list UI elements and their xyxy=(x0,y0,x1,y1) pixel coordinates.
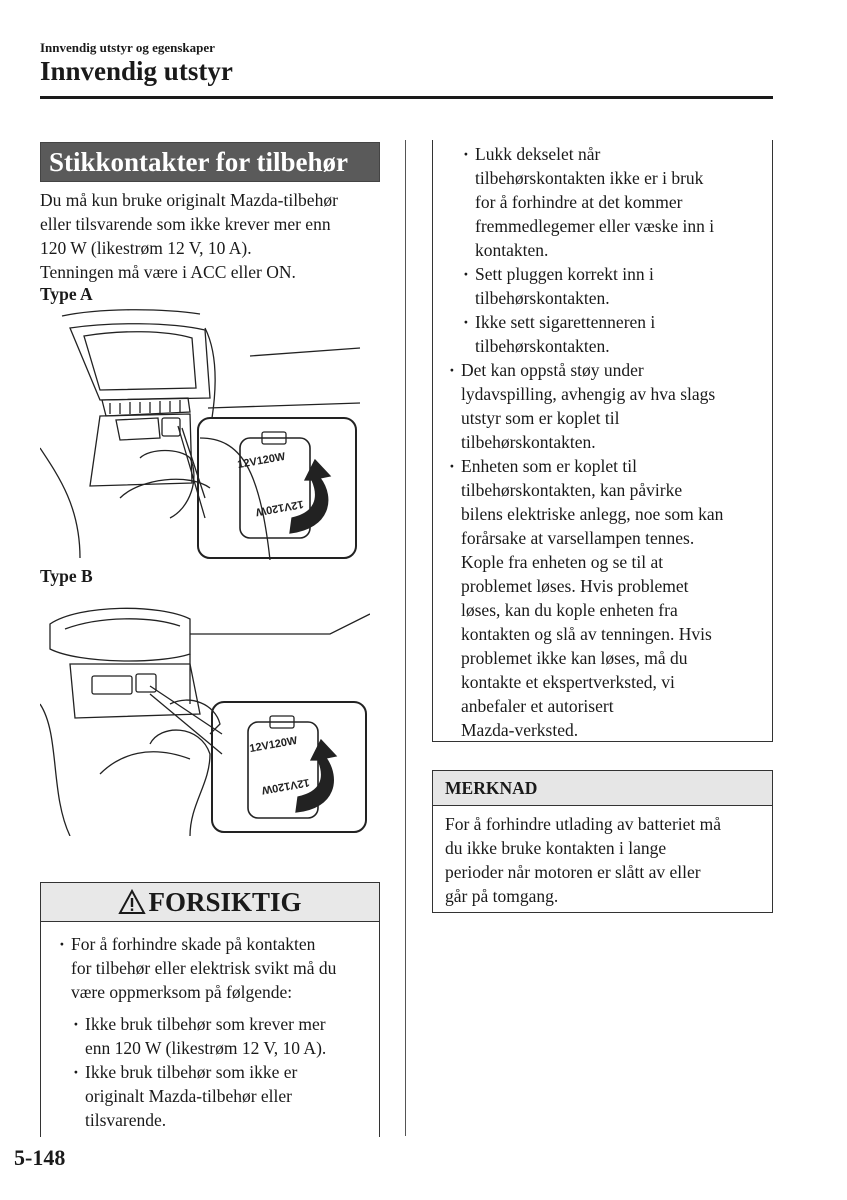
caution-line: · Enheten som er koplet til xyxy=(461,456,637,476)
caution-line: kontakte et ekspertverksted, vi xyxy=(461,672,675,692)
caution-sub-item xyxy=(73,1012,367,1060)
note-title: MERKNAD xyxy=(433,771,772,806)
caution-item xyxy=(449,358,762,454)
caution-item xyxy=(449,454,762,742)
caution-line: tilbehørskontakten, kan påvirke xyxy=(461,480,683,500)
caution-line: · Ikke sett sigarettenneren i xyxy=(475,312,656,332)
caution-sub-item xyxy=(463,142,762,262)
caution-sub-item xyxy=(463,310,762,358)
caution-item xyxy=(59,932,367,1004)
caution-line: kontakten. xyxy=(475,240,549,260)
caution-sub-item xyxy=(73,1060,367,1132)
topic-heading: Stikkontakter for tilbehør xyxy=(40,142,380,182)
socket-label-bottom: 12V120W xyxy=(254,497,305,518)
caution-line: bilens elektriske anlegg, noe som kan xyxy=(461,504,724,524)
caution-line: originalt Mazda-tilbehør eller xyxy=(85,1086,293,1106)
note-box xyxy=(432,770,773,913)
caution-line: løses, kan du kople enheten fra xyxy=(461,600,678,620)
caution-line: anbefaler et autorisert xyxy=(461,696,614,716)
note-line: du ikke bruke kontakten i lange xyxy=(445,838,667,858)
caution-line: · Ikke bruk tilbehør som ikke er xyxy=(85,1062,298,1082)
caution-line: tilbehørskontakten ikke er i bruk xyxy=(475,168,704,188)
intro-line: Du må kun bruke originalt Mazda-tilbehør xyxy=(40,190,338,210)
caution-line: tilsvarende. xyxy=(85,1110,167,1130)
socket-label-bottom-b: 12V120W xyxy=(260,775,311,797)
caution-line: Mazda-verksted. xyxy=(461,720,579,740)
caution-line: problemet løses. Hvis problemet xyxy=(461,576,689,596)
intro-line: 120 W (likestrøm 12 V, 10 A). xyxy=(40,238,252,258)
caution-sub-item xyxy=(463,262,762,310)
socket-label-top-b: 12V120W xyxy=(248,734,299,756)
type-a-label: Type A xyxy=(40,284,93,304)
caution-line: problemet ikke kan løses, må du xyxy=(461,648,688,668)
caution-line: · Sett pluggen korrekt inn i xyxy=(475,264,654,284)
caution-line: kontakten og slå av tenningen. Hvis xyxy=(461,624,712,644)
caution-line: for tilbehør eller elektrisk svikt må du xyxy=(71,958,337,978)
caution-line: · Det kan oppstå støy under xyxy=(461,360,644,380)
caution-header xyxy=(41,883,379,922)
intro-line: eller tilsvarende som ikke krever mer enn xyxy=(40,214,331,234)
chapter-kicker: Innvendig utstyr og egenskaper xyxy=(40,40,215,55)
column-divider xyxy=(405,140,406,1136)
socket-label-top: 12V120W xyxy=(236,450,287,472)
caution-line: · Ikke bruk tilbehør som krever mer xyxy=(85,1014,326,1034)
type-b-illustration xyxy=(40,594,370,836)
note-line: For å forhindre utlading av batteriet må xyxy=(445,814,722,834)
caution-line: forårsake at varsellampen tennes. xyxy=(461,528,695,548)
note-line: går på tomgang. xyxy=(445,886,559,906)
caution-line: tilbehørskontakten. xyxy=(475,288,610,308)
caution-line: · Lukk dekselet når xyxy=(475,144,601,164)
caution-line: Kople fra enheten og se til at xyxy=(461,552,664,572)
caution-line: for å forhindre at det kommer xyxy=(475,192,683,212)
caution-line: fremmedlegemer eller væske inn i xyxy=(475,216,715,236)
caution-line: lydavspilling, avhengig av hva slags xyxy=(461,384,716,404)
type-b-label: Type B xyxy=(40,566,93,586)
caution-box xyxy=(40,882,380,1137)
page-number: 5-148 xyxy=(14,1145,66,1170)
note-body xyxy=(433,806,772,908)
caution-continuation-box xyxy=(432,140,773,742)
warning-triangle-icon xyxy=(118,889,146,915)
intro-line: Tenningen må være i ACC eller ON. xyxy=(40,262,296,282)
note-line: perioder når motoren er slått av eller xyxy=(445,862,701,882)
header-rule xyxy=(40,96,773,99)
intro-paragraph xyxy=(40,188,390,284)
caution-line: utstyr som er koplet til xyxy=(461,408,620,428)
caution-body xyxy=(41,922,379,1132)
caution-line: enn 120 W (likestrøm 12 V, 10 A). xyxy=(85,1038,327,1058)
caution-line: tilbehørskontakten. xyxy=(461,432,596,452)
section-title: Innvendig utstyr xyxy=(40,56,233,86)
caution-line: · For å forhindre skade på kontakten xyxy=(71,934,316,954)
caution-line: være oppmerksom på følgende: xyxy=(71,982,293,1002)
type-a-illustration xyxy=(40,308,362,560)
caution-title: FORSIKTIG xyxy=(148,886,302,917)
caution-line: tilbehørskontakten. xyxy=(475,336,610,356)
